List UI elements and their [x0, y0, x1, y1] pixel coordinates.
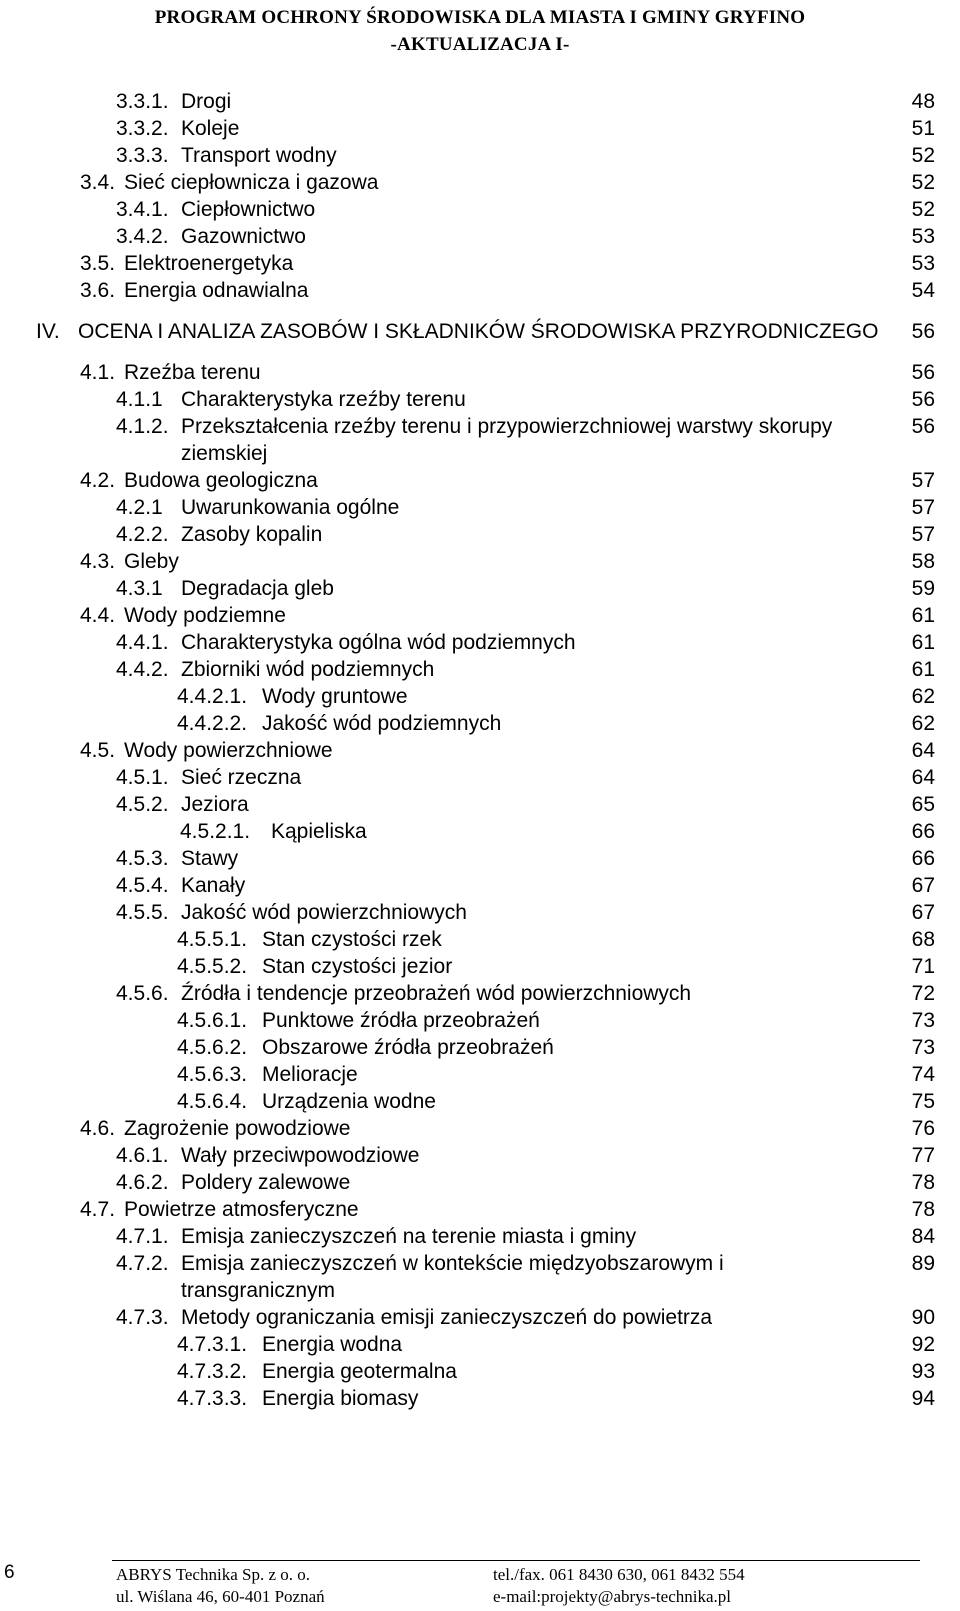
toc-entry[interactable] — [0, 1169, 960, 1196]
toc-entry[interactable] — [0, 1223, 960, 1250]
toc-entry-number: 4.5.6. — [116, 982, 169, 1005]
toc-entry-title: Jeziora — [181, 793, 249, 816]
toc-entry-title: Źródła i tendencje przeobrażeń wód powierzchniowych — [181, 982, 692, 1005]
toc-entry-page: 64 — [911, 739, 935, 762]
toc-entry-number: 3.4. — [80, 171, 116, 194]
toc-entry-number: 3.4.2. — [116, 225, 169, 248]
toc-entry[interactable] — [0, 926, 960, 953]
toc-entry-number: 4.5. — [80, 739, 116, 762]
toc-entry-title: OCENA I ANALIZA ZASOBÓW I SKŁADNIKÓW ŚRODOWISKA PRZYRODNICZEGO — [78, 320, 879, 343]
toc-entry-page: 78 — [911, 1171, 935, 1194]
toc-entry-number: 4.6.2. — [116, 1171, 169, 1194]
toc-entry-page: 66 — [911, 820, 935, 843]
toc-entry-number: 4.3. — [80, 550, 116, 573]
toc-entry-title: Wody gruntowe — [262, 685, 408, 708]
toc-entry-title: Transport wodny — [181, 144, 337, 167]
toc-chapter-entry[interactable] — [0, 318, 960, 345]
toc-entry-page: 61 — [911, 658, 935, 681]
toc-entry-page: 64 — [911, 766, 935, 789]
toc-entry[interactable] — [0, 656, 960, 683]
toc-entry-page: 92 — [911, 1333, 935, 1356]
toc-entry[interactable] — [0, 1358, 960, 1385]
toc-entry[interactable] — [0, 764, 960, 791]
toc-entry[interactable] — [0, 818, 960, 845]
toc-entry[interactable] — [0, 953, 960, 980]
toc-entry-title: Stawy — [181, 847, 239, 870]
toc-entry[interactable] — [0, 1088, 960, 1115]
toc-entry-page: 67 — [911, 874, 935, 897]
footer-company: ABRYS Technika Sp. z o. o. — [116, 1565, 310, 1584]
toc-entry[interactable] — [0, 359, 960, 386]
toc-entry-page: 75 — [911, 1090, 935, 1113]
toc-entry-title: Degradacja gleb — [181, 577, 334, 600]
toc-entry-title: Wody powierzchniowe — [124, 739, 333, 762]
footer-email: e-mail:projekty@abrys-technika.pl — [493, 1587, 731, 1606]
toc-entry-page: 74 — [911, 1063, 935, 1086]
toc-entry-page: 51 — [911, 117, 935, 140]
toc-entry-title: Przekształcenia rzeźby terenu i przypowierzchniowej warstwy skorupy ziemskiej — [181, 415, 833, 465]
toc-entry[interactable] — [0, 386, 960, 413]
toc-entry-number: 4.5.5. — [116, 901, 169, 924]
toc-entry-number: 4.1.2. — [116, 415, 169, 438]
toc-entry-number: 4.1. — [80, 361, 116, 384]
toc-entry[interactable] — [0, 494, 960, 521]
toc-entry[interactable] — [0, 223, 960, 250]
toc-entry-page: 89 — [911, 1252, 935, 1275]
toc-entry[interactable] — [0, 791, 960, 818]
toc-entry-number: IV. — [36, 320, 60, 343]
toc-entry-number: 4.6.1. — [116, 1144, 169, 1167]
toc-entry-title: Wody podziemne — [124, 604, 286, 627]
toc-entry-title: Charakterystyka ogólna wód podziemnych — [181, 631, 576, 654]
toc-entry[interactable] — [0, 169, 960, 196]
toc-entry-title: Charakterystyka rzeźby terenu — [181, 388, 466, 411]
toc-entry-title: Sieć ciepłownicza i gazowa — [124, 171, 379, 194]
toc-entry-number: 3.3.1. — [116, 90, 169, 113]
toc-entry[interactable] — [0, 521, 960, 548]
toc-entry[interactable] — [0, 845, 960, 872]
toc-entry-page: 53 — [911, 252, 935, 275]
toc-entry[interactable] — [0, 1142, 960, 1169]
toc-entry-title: Budowa geologiczna — [124, 469, 318, 492]
toc-entry-page: 65 — [911, 793, 935, 816]
toc-entry[interactable] — [0, 467, 960, 494]
toc-entry[interactable] — [0, 142, 960, 169]
toc-entry-page: 84 — [911, 1225, 935, 1248]
toc-entry-page: 59 — [911, 577, 935, 600]
toc-entry-page: 78 — [911, 1198, 935, 1221]
toc-entry-title: Rzeźba terenu — [124, 361, 261, 384]
toc-entry-page: 68 — [911, 928, 935, 951]
toc-entry-title: Emisja zanieczyszczeń w kontekście międzyobszarowym i transgranicznym — [181, 1252, 724, 1302]
toc-entry-number: 4.2.2. — [116, 523, 169, 546]
toc-entry-title: Elektroenergetyka — [124, 252, 294, 275]
toc-entry[interactable] — [0, 196, 960, 223]
toc-entry-number: 4.5.2.1. — [180, 820, 251, 843]
toc-entry-page: 56 — [911, 415, 935, 438]
toc-entry-page: 67 — [911, 901, 935, 924]
toc-entry-number: 3.6. — [80, 279, 116, 302]
toc-entry-page: 56 — [911, 361, 935, 384]
toc-entry-title: Jakość wód podziemnych — [262, 712, 502, 735]
toc-entry-page: 93 — [911, 1360, 935, 1383]
toc-entry-number: 4.5.6.1. — [177, 1009, 248, 1032]
toc-entry[interactable] — [0, 1061, 960, 1088]
toc-entry-title: Wały przeciwpowodziowe — [181, 1144, 420, 1167]
table-of-contents — [0, 88, 960, 1412]
toc-entry-number: 4.5.3. — [116, 847, 169, 870]
footer-rule — [112, 1560, 920, 1561]
toc-entry-page: 77 — [911, 1144, 935, 1167]
toc-entry-title: Energia wodna — [262, 1333, 403, 1356]
toc-entry-page: 61 — [911, 604, 935, 627]
toc-entry[interactable] — [0, 980, 960, 1007]
toc-entry-title: Urządzenia wodne — [262, 1090, 436, 1113]
toc-entry-number: 4.7.3. — [116, 1306, 169, 1329]
toc-entry-title: Poldery zalewowe — [181, 1171, 351, 1194]
toc-entry-number: 4.7.3.2. — [177, 1360, 248, 1383]
toc-entry-number: 4.7.2. — [116, 1252, 169, 1275]
toc-entry-title: Jakość wód powierzchniowych — [181, 901, 467, 924]
toc-entry-number: 4.2. — [80, 469, 116, 492]
toc-entry-number: 4.5.5.1. — [177, 928, 248, 951]
toc-entry-page: 76 — [911, 1117, 935, 1140]
toc-entry[interactable] — [0, 683, 960, 710]
toc-entry-title: Uwarunkowania ogólne — [181, 496, 400, 519]
document-header — [0, 4, 960, 58]
toc-entry-title: Gazownictwo — [181, 225, 306, 248]
toc-entry-title: Energia biomasy — [262, 1387, 419, 1410]
toc-entry-number: 3.3.3. — [116, 144, 169, 167]
toc-entry[interactable] — [0, 1304, 960, 1331]
toc-entry[interactable] — [0, 1250, 960, 1304]
toc-entry[interactable] — [0, 1385, 960, 1412]
toc-entry-page: 56 — [911, 388, 935, 411]
toc-entry-title: Zagrożenie powodziowe — [124, 1117, 351, 1140]
toc-entry[interactable] — [0, 629, 960, 656]
toc-entry[interactable] — [0, 115, 960, 142]
toc-entry-page: 73 — [911, 1036, 935, 1059]
toc-entry[interactable] — [0, 277, 960, 304]
toc-entry-number: 4.7.3.3. — [177, 1387, 248, 1410]
toc-entry[interactable] — [0, 1331, 960, 1358]
toc-entry-number: 4.4.2.1. — [177, 685, 248, 708]
toc-entry[interactable] — [0, 1034, 960, 1061]
toc-entry[interactable] — [0, 710, 960, 737]
toc-entry-number: 4.7.1. — [116, 1225, 169, 1248]
toc-entry-title: Stan czystości rzek — [262, 928, 442, 951]
toc-entry-number: 4.5.4. — [116, 874, 169, 897]
toc-entry-number: 4.5.5.2. — [177, 955, 248, 978]
toc-entry-title: Powietrze atmosferyczne — [124, 1198, 359, 1221]
toc-entry[interactable] — [0, 602, 960, 629]
toc-entry-title: Ciepłownictwo — [181, 198, 316, 221]
toc-entry-number: 4.1.1 — [116, 388, 163, 411]
toc-entry-number: 4.2.1 — [116, 496, 163, 519]
toc-entry-page: 54 — [911, 279, 935, 302]
toc-entry[interactable] — [0, 872, 960, 899]
toc-entry-page: 57 — [911, 469, 935, 492]
toc-entry-page: 72 — [911, 982, 935, 1005]
toc-entry[interactable] — [0, 1196, 960, 1223]
toc-entry-number: 4.7.3.1. — [177, 1333, 248, 1356]
toc-entry[interactable] — [0, 413, 960, 467]
toc-entry-title: Koleje — [181, 117, 240, 140]
toc-entry-page: 94 — [911, 1387, 935, 1410]
toc-entry-title: Melioracje — [262, 1063, 358, 1086]
toc-entry-number: 4.5.6.2. — [177, 1036, 248, 1059]
toc-entry-title: Punktowe źródła przeobrażeń — [262, 1009, 540, 1032]
toc-entry-page: 58 — [911, 550, 935, 573]
toc-entry-number: 3.4.1. — [116, 198, 169, 221]
page-number: 6 — [4, 1562, 15, 1583]
toc-entry-title: Gleby — [124, 550, 179, 573]
toc-entry-title: Energia geotermalna — [262, 1360, 457, 1383]
toc-entry-page: 53 — [911, 225, 935, 248]
toc-entry-title: Stan czystości jezior — [262, 955, 453, 978]
toc-entry[interactable] — [0, 250, 960, 277]
toc-entry-page: 52 — [911, 198, 935, 221]
toc-entry[interactable] — [0, 548, 960, 575]
toc-entry-title: Zasoby kopalin — [181, 523, 323, 546]
toc-entry[interactable] — [0, 1115, 960, 1142]
toc-entry-title: Energia odnawialna — [124, 279, 309, 302]
toc-entry-title: Emisja zanieczyszczeń na terenie miasta i gminy — [181, 1225, 637, 1248]
header-title: PROGRAM OCHRONY ŚRODOWISKA DLA MIASTA I GMINY GRYFINO — [154, 7, 806, 28]
toc-entry-page: 62 — [911, 685, 935, 708]
footer-phone: tel./fax. 061 8430 630, 061 8432 554 — [493, 1565, 745, 1584]
toc-entry-number: 3.3.2. — [116, 117, 169, 140]
toc-entry-title: Kąpieliska — [271, 820, 367, 843]
toc-entry-number: 4.5.6.3. — [177, 1063, 248, 1086]
toc-entry[interactable] — [0, 1007, 960, 1034]
toc-entry-page: 90 — [911, 1306, 935, 1329]
toc-entry-number: 4.4.2.2. — [177, 712, 248, 735]
toc-entry-title: Zbiorniki wód podziemnych — [181, 658, 435, 681]
toc-entry-number: 4.4.2. — [116, 658, 169, 681]
toc-entry-page: 62 — [911, 712, 935, 735]
toc-entry-title: Kanały — [181, 874, 246, 897]
toc-entry-number: 4.4. — [80, 604, 116, 627]
toc-entry-page: 57 — [911, 496, 935, 519]
toc-entry-page: 71 — [911, 955, 935, 978]
footer-address: ul. Wiślana 46, 60-401 Poznań — [116, 1587, 325, 1606]
toc-entry-number: 4.4.1. — [116, 631, 169, 654]
toc-entry-number: 4.5.6.4. — [177, 1090, 248, 1113]
toc-entry[interactable] — [0, 899, 960, 926]
toc-entry-title: Drogi — [181, 90, 232, 113]
toc-entry-title: Sieć rzeczna — [181, 766, 302, 789]
toc-entry[interactable] — [0, 88, 960, 115]
page-footer — [0, 1560, 960, 1611]
toc-entry-number: 4.6. — [80, 1117, 116, 1140]
toc-entry-page: 48 — [911, 90, 935, 113]
toc-entry-page: 56 — [911, 320, 935, 343]
toc-entry-page: 61 — [911, 631, 935, 654]
toc-entry-page: 57 — [911, 523, 935, 546]
toc-entry-page: 66 — [911, 847, 935, 870]
toc-entry[interactable] — [0, 575, 960, 602]
toc-entry-title: Obszarowe źródła przeobrażeń — [262, 1036, 554, 1059]
toc-entry[interactable] — [0, 737, 960, 764]
toc-entry-number: 4.7. — [80, 1198, 116, 1221]
toc-entry-number: 4.5.2. — [116, 793, 169, 816]
toc-entry-number: 4.5.1. — [116, 766, 169, 789]
toc-entry-number: 4.3.1 — [116, 577, 163, 600]
toc-entry-page: 52 — [911, 171, 935, 194]
toc-entry-page: 52 — [911, 144, 935, 167]
toc-entry-title: Metody ograniczania emisji zanieczyszczeń do powietrza — [181, 1306, 713, 1329]
header-subtitle: -AKTUALIZACJA I- — [390, 34, 570, 55]
toc-entry-number: 3.5. — [80, 252, 116, 275]
toc-entry-page: 73 — [911, 1009, 935, 1032]
